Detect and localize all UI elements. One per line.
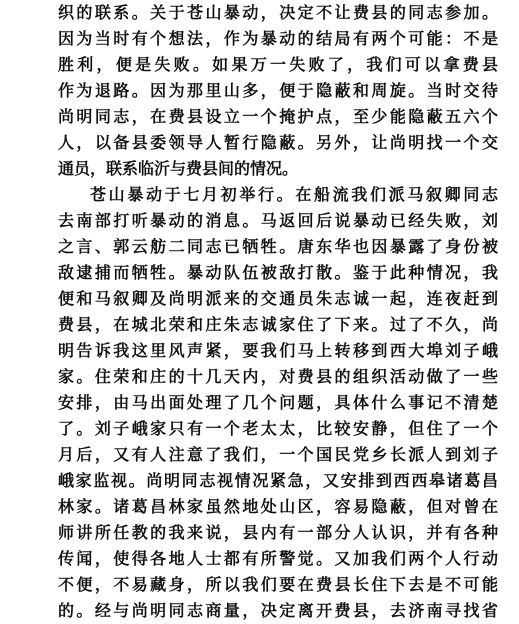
text-line: 了。刘子峨家只有一个老太太，比较安静，但住了一个 (58, 419, 498, 438)
text-line: 之言、郭云舫二同志已牺牲。唐东华也因暴露了身份被 (58, 237, 498, 256)
text-line: 作为退路。因为那里山多，便于隐蔽和周旋。当时交待 (58, 81, 498, 100)
text-line: 因为当时有个想法，作为暴动的结局有两个可能：不是 (58, 29, 498, 48)
text-line: 尚明同志，在费县设立一个掩护点，至少能隐蔽五六个 (58, 107, 498, 126)
text-line: 人，以备县委领导人暂行隐蔽。另外，让尚明找一个交 (58, 133, 498, 152)
text-line: 明告诉我这里风声紧，要我们马上转移到西大埠刘子峨 (58, 341, 498, 360)
text-line: 通员，联系临沂与费县间的情况。 (58, 159, 299, 178)
text-line: 去南部打听暴动的消息。马返回后说暴动已经失败，刘 (58, 211, 498, 230)
text-line: 胜利，便是失败。如果万一失败了，我们可以拿费县 (58, 55, 498, 74)
text-line: 织的联系。关于苍山暴动，决定不让费县的同志参加。 (58, 3, 498, 22)
text-line: 峨家监视。尚明同志视情况紧急，又安排到西西皋诸葛昌 (58, 471, 498, 490)
text-line: 安排，由马出面处理了几个问题，具体什么事记不清楚 (58, 393, 498, 412)
text-line: 师讲所任教的我来说，县内有一部分人认识，并有各种 (58, 523, 498, 542)
text-line: 费县，在城北荣和庄朱志诚家住了下来。过了不久，尚 (58, 315, 498, 334)
text-line: 家。住荣和庄的十几天内，对费县的组织活动做了一些 (58, 367, 498, 386)
text-line: 林家。诸葛昌林家虽然地处山区，容易隐蔽，但对曾在 (58, 497, 498, 516)
text-line: 不便，不易藏身，所以我们要在费县长住下去是不可能 (58, 575, 498, 594)
text-line: 便和马叙卿及尚明派来的交通员朱志诚一起，连夜赶到 (58, 289, 498, 308)
text-line: 月后，又有人注意了我们，一个国民党乡长派人到刘子 (58, 445, 498, 464)
text-line: 传闻，使得各地人士都有所警觉。又加我们两个人行动 (58, 549, 498, 568)
text-line: 敌逮捕而牺牲。暴动队伍被敌打散。鉴于此种情况，我 (58, 263, 498, 282)
text-line: 的。经与尚明同志商量，决定离开费县，去济南寻找省 (58, 601, 498, 620)
text-line: 苍山暴动于七月初举行。在船流我们派马叙卿同志 (90, 185, 498, 204)
body-text (58, 0, 498, 624)
